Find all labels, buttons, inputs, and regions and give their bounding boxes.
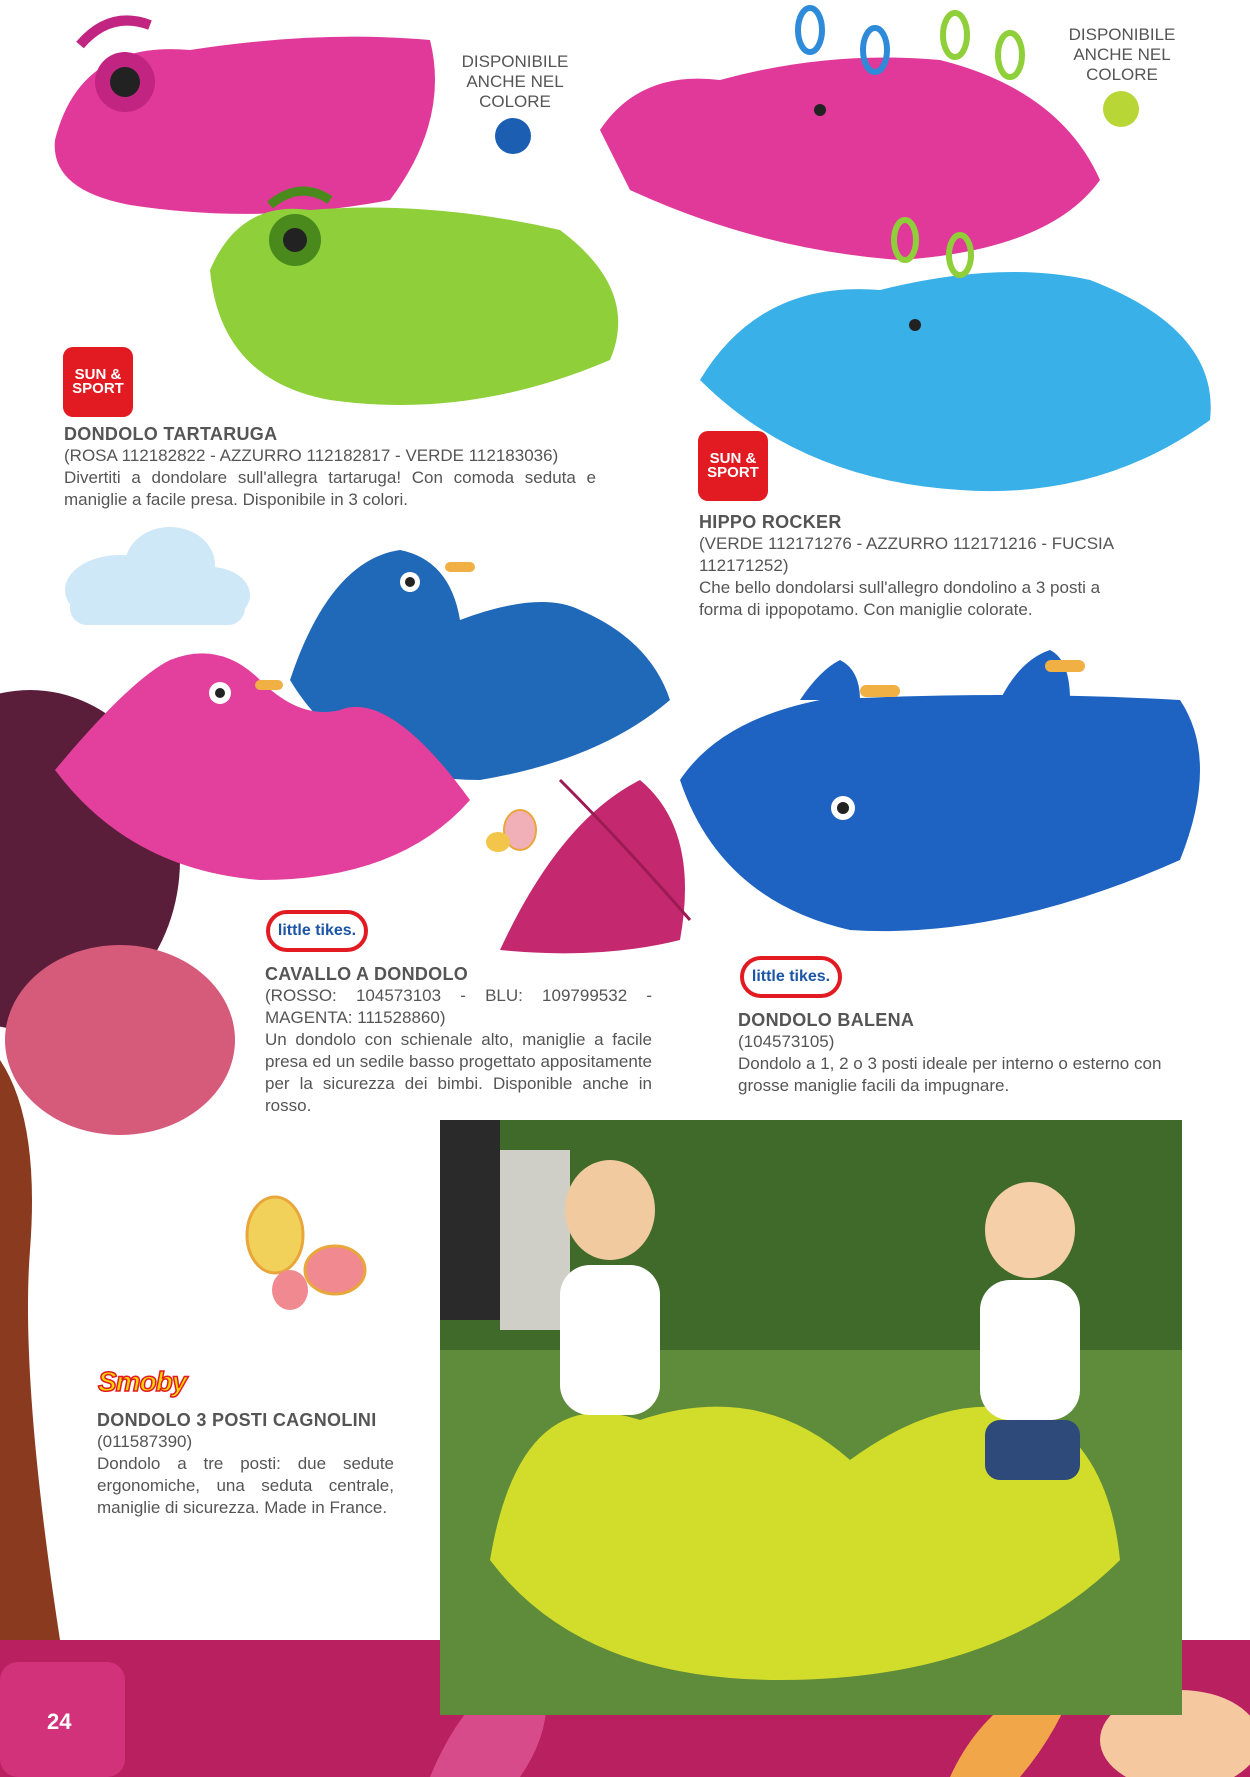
available-line: DISPONIBILE <box>1068 25 1176 44</box>
brand-logo-text: little tikes. <box>277 922 357 939</box>
brand-logo-text: little tikes. <box>751 968 831 985</box>
available-line: ANCHE NEL <box>1073 45 1171 64</box>
product-title: DONDOLO 3 POSTI CAGNOLINI <box>97 1410 377 1430</box>
color-swatch-blue <box>495 118 531 154</box>
whale-rocker-image <box>680 650 1200 931</box>
brand-logo-text: SUN & SPORT <box>707 450 759 481</box>
available-color-note-lime <box>1052 25 1192 85</box>
product-title: CAVALLO A DONDOLO <box>265 964 469 984</box>
available-line: COLORE <box>479 92 551 111</box>
smoby-logo <box>98 1366 186 1398</box>
hippo-rocker-fucsia-image <box>600 8 1100 260</box>
sun-sport-logo <box>63 347 133 417</box>
product-codes: (ROSA 112182822 - AZZURRO 112182817 - VERDE 112183036) <box>64 446 559 465</box>
product-title: DONDOLO BALENA <box>738 1010 915 1030</box>
available-color-note-blue <box>445 52 585 112</box>
product-balena <box>738 1010 1188 1097</box>
sun-sport-logo <box>698 431 768 501</box>
product-description: Dondolo a 1, 2 o 3 posti ideale per interno o esterno con grosse maniglie facili da impugnare. <box>738 1054 1162 1095</box>
product-hippo-rocker <box>699 512 1129 621</box>
available-line: DISPONIBILE <box>461 52 569 71</box>
color-swatch-lime <box>1103 91 1139 127</box>
product-description: Che bello dondolarsi sull'allegro dondolino a 3 posti a forma di ippopotamo. Con maniglie colorate. <box>699 578 1101 619</box>
product-cagnolini <box>97 1410 394 1519</box>
product-tartaruga <box>64 424 596 511</box>
hippo-rocker-azzurro-image <box>700 220 1211 491</box>
product-codes: (011587390) <box>97 1432 193 1451</box>
turtle-rocker-pink-image <box>55 21 435 214</box>
product-description: Divertiti a dondolare sull'allegra tartaruga! Con comoda seduta e maniglie a facile presa. Disponibile in 3 colori. <box>64 468 596 509</box>
little-tikes-logo <box>266 910 368 952</box>
little-tikes-logo <box>740 956 842 998</box>
product-codes: (VERDE 112171276 - AZZURRO 112171216 - FUCSIA 112171252) <box>699 534 1114 575</box>
available-line: COLORE <box>1086 65 1158 84</box>
product-title: DONDOLO TARTARUGA <box>64 424 278 444</box>
brand-logo-text: Smoby <box>98 1366 187 1397</box>
page-number: 24 <box>47 1709 72 1734</box>
product-codes: (ROSSO: 104573103 - BLU: 109799532 - MAGENTA: 111528860) <box>265 986 652 1027</box>
product-codes: (104573105) <box>738 1032 835 1051</box>
product-title: HIPPO ROCKER <box>699 512 842 532</box>
product-cavallo <box>265 964 652 1117</box>
cagnolini-photo <box>440 1120 1182 1715</box>
available-line: ANCHE NEL <box>466 72 564 91</box>
product-description: Un dondolo con schienale alto, maniglie a facile presa ed un sedile basso progettato appositamente per la sicurezza dei bimbi. Disponible anche in rosso. <box>265 1030 652 1115</box>
turtle-rocker-green-image <box>210 191 618 405</box>
product-description: Dondolo a tre posti: due sedute ergonomiche, una seduta centrale, maniglie di sicurezza. Made in France. <box>97 1454 394 1517</box>
brand-logo-text: SUN & SPORT <box>72 366 124 397</box>
